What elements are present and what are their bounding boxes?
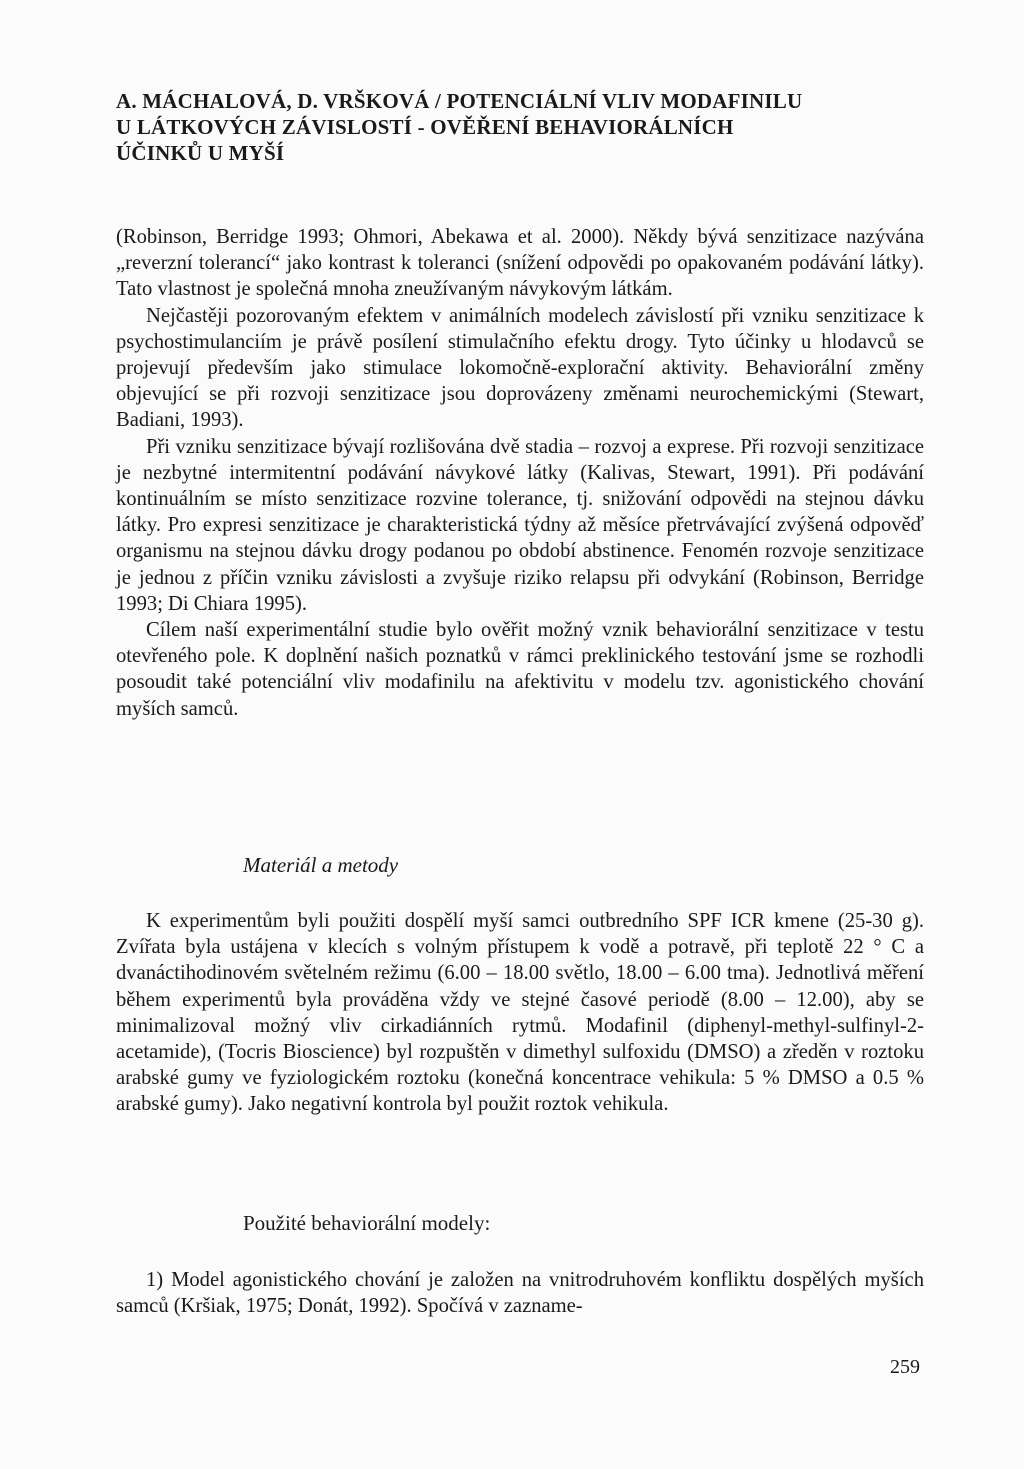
page-number: 259 <box>890 1356 920 1378</box>
running-header <box>116 88 916 166</box>
intro-paragraph-2: Nejčastěji pozorovaným efektem v animálních modelech závislostí při vzniku senzitizace k psychostimulanciím je právě posílení stimulačního efektu drogy. Tyto účinky u hlodavců se projevují především jako stimulace lokomočně-explorační aktivity. Behaviorální změny objevující se při rozvoji senzitizace jsou doprovázeny změnami neurochemickými (Stewart, Badiani, 1993). <box>116 304 924 432</box>
models-heading: Použité behaviorální modely: <box>243 1211 491 1235</box>
intro-paragraph-3: Při vzniku senzitizace bývají rozlišována dvě stadia – rozvoj a exprese. Při rozvoji senzitizace je nezbytné intermitentní podávání návykové látky (Kalivas, Stewart, 1991). Při podávání kontinuálním se místo senzitizace rozvine tolerance, tj. snižování odpovědi na stejnou dávku látky. Pro expresi senzitizace je charakteristická týdny až měsíce přetrvávající zvýšená odpověď organismu na stejnou dávku drogy podanou po období abstinence. Fenomén rozvoje senzitizace je jednou z příčin vzniku závislosti a zvyšuje riziko relapsu při odvykání (Robinson, Berridge 1993; Di Chiara 1995). <box>116 435 924 615</box>
intro-text <box>116 224 924 722</box>
intro-paragraph-1: (Robinson, Berridge 1993; Ohmori, Abekawa et al. 2000). Někdy bývá senzitizace nazývána „reverzní tolerancí“ jako kontrast k toleranci (snížení odpovědi po opakovaném podávání látky). Tato vlastnost je společná mnoha zneužívaným návykovým látkám. <box>116 226 924 301</box>
methods-paragraph: K experimentům byli použiti dospělí myší samci outbredního SPF ICR kmene (25-30 g). Zvířata byla ustájena v klecích s volným přístupem k vodě a potravě, při teplotě 22 ° C a dvanáctihodinovém světelném režimu (6.00 – 18.00 světlo, 18.00 – 6.00 tma). Jednotlivá měření během experimentů byla prováděna vždy ve stejné časové periodě (8.00 – 12.00), aby se minimalizoval možný vliv cirkadiánních rytmů. Modafinil (diphenyl-methyl-sulfinyl-2-acetamide), (Tocris Bioscience) byl rozpuštěn v dimethyl sulfoxidu (DMSO) a zředěn v roztoku arabské gumy ve fyziologickém roztoku (konečná koncentrace vehikula: 5 % DMSO a 0.5 % arabské gumy). Jako negativní kontrola byl použit roztok vehikula. <box>116 910 924 1116</box>
running-header-line-1: A. MÁCHALOVÁ, D. VRŠKOVÁ / POTENCIÁLNÍ VLIV MODAFINILU <box>116 89 803 113</box>
model-item-1: 1) Model agonistického chování je založen na vnitrodruhovém konfliktu dospělých myších samců (Kršiak, 1975; Donát, 1992). Spočívá v zazname- <box>116 1269 924 1318</box>
running-header-line-3: ÚČINKŮ U MYŠÍ <box>116 141 285 165</box>
models-list <box>116 1267 924 1319</box>
methods-heading: Materiál a metody <box>243 853 399 877</box>
running-header-line-2: U LÁTKOVÝCH ZÁVISLOSTÍ - OVĚŘENÍ BEHAVIORÁLNÍCH <box>116 115 734 139</box>
intro-paragraph-4: Cílem naší experimentální studie bylo ověřit možný vznik behaviorální senzitizace v testu otevřeného pole. K doplnění našich poznatků v rámci preklinického testování jsme se rozhodli posoudit také potenciální vliv modafinilu na afektivitu v modelu tzv. agonistického chování myších samců. <box>116 619 924 720</box>
methods-text <box>116 908 924 1118</box>
